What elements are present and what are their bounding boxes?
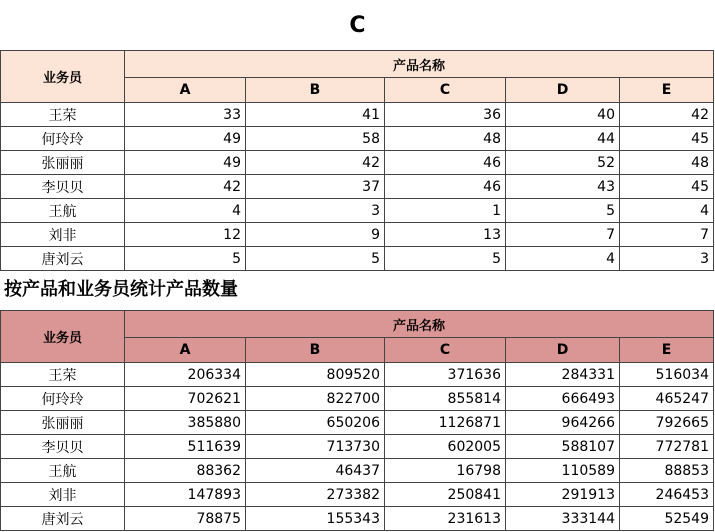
value-cell: 3	[620, 247, 714, 271]
column-header: B	[246, 338, 385, 363]
value-cell: 45	[620, 127, 714, 151]
table-row	[1, 151, 714, 175]
group-header: 产品名称	[125, 311, 714, 338]
table-row	[1, 175, 714, 199]
value-cell: 231613	[385, 507, 506, 531]
value-cell: 713730	[246, 435, 385, 459]
table-row	[1, 363, 714, 387]
table-row	[1, 459, 714, 483]
value-cell: 246453	[620, 483, 714, 507]
value-cell: 333144	[506, 507, 620, 531]
column-header: D	[506, 338, 620, 363]
value-cell: 46	[385, 151, 506, 175]
value-cell: 792665	[620, 411, 714, 435]
value-cell: 5	[506, 199, 620, 223]
value-cell: 7	[506, 223, 620, 247]
value-cell: 45	[620, 175, 714, 199]
table-row	[1, 387, 714, 411]
table-row	[1, 483, 714, 507]
salesperson-name: 李贝贝	[1, 435, 125, 459]
value-cell: 48	[620, 151, 714, 175]
salesperson-name: 唐刘云	[1, 507, 125, 531]
value-cell: 78875	[125, 507, 246, 531]
value-cell: 206334	[125, 363, 246, 387]
value-cell: 33	[125, 103, 246, 127]
column-header: E	[620, 78, 714, 103]
value-cell: 41	[246, 103, 385, 127]
quantity-table	[0, 310, 714, 531]
value-cell: 52549	[620, 507, 714, 531]
value-cell: 42	[246, 151, 385, 175]
value-cell: 37	[246, 175, 385, 199]
column-header: E	[620, 338, 714, 363]
salesperson-name: 王荣	[1, 363, 125, 387]
value-cell: 588107	[506, 435, 620, 459]
value-cell: 46437	[246, 459, 385, 483]
value-cell: 49	[125, 151, 246, 175]
table-row	[1, 411, 714, 435]
table-row	[1, 127, 714, 151]
value-cell: 110589	[506, 459, 620, 483]
value-cell: 13	[385, 223, 506, 247]
value-cell: 516034	[620, 363, 714, 387]
value-cell: 822700	[246, 387, 385, 411]
row-header: 业务员	[1, 51, 125, 103]
column-header: C	[385, 78, 506, 103]
value-cell: 666493	[506, 387, 620, 411]
value-cell: 36	[385, 103, 506, 127]
value-cell: 855814	[385, 387, 506, 411]
salesperson-name: 李贝贝	[1, 175, 125, 199]
salesperson-name: 刘非	[1, 223, 125, 247]
value-cell: 5	[385, 247, 506, 271]
value-cell: 284331	[506, 363, 620, 387]
value-cell: 4	[620, 199, 714, 223]
value-cell: 42	[620, 103, 714, 127]
value-cell: 52	[506, 151, 620, 175]
value-cell: 1	[385, 199, 506, 223]
table-row	[1, 199, 714, 223]
value-cell: 772781	[620, 435, 714, 459]
salesperson-name: 张丽丽	[1, 151, 125, 175]
value-cell: 809520	[246, 363, 385, 387]
column-header: A	[125, 78, 246, 103]
table-row	[1, 247, 714, 271]
column-header: C	[385, 338, 506, 363]
table-row	[1, 507, 714, 531]
row-header: 业务员	[1, 311, 125, 363]
value-cell: 88362	[125, 459, 246, 483]
value-cell: 511639	[125, 435, 246, 459]
salesperson-name: 何玲玲	[1, 127, 125, 151]
value-cell: 40	[506, 103, 620, 127]
value-cell: 371636	[385, 363, 506, 387]
value-cell: 650206	[246, 411, 385, 435]
value-cell: 9	[246, 223, 385, 247]
salesperson-name: 何玲玲	[1, 387, 125, 411]
column-header: A	[125, 338, 246, 363]
value-cell: 155343	[246, 507, 385, 531]
value-cell: 7	[620, 223, 714, 247]
summary-table-c	[0, 50, 714, 271]
salesperson-name: 王荣	[1, 103, 125, 127]
value-cell: 702621	[125, 387, 246, 411]
table-body	[1, 363, 714, 531]
table-row	[1, 435, 714, 459]
value-cell: 5	[125, 247, 246, 271]
column-header: D	[506, 78, 620, 103]
value-cell: 49	[125, 127, 246, 151]
value-cell: 273382	[246, 483, 385, 507]
salesperson-name: 刘非	[1, 483, 125, 507]
value-cell: 465247	[620, 387, 714, 411]
table-body	[1, 103, 714, 271]
value-cell: 4	[506, 247, 620, 271]
value-cell: 46	[385, 175, 506, 199]
value-cell: 48	[385, 127, 506, 151]
value-cell: 385880	[125, 411, 246, 435]
value-cell: 602005	[385, 435, 506, 459]
value-cell: 43	[506, 175, 620, 199]
salesperson-name: 王航	[1, 199, 125, 223]
value-cell: 12	[125, 223, 246, 247]
group-header: 产品名称	[125, 51, 714, 78]
value-cell: 88853	[620, 459, 714, 483]
value-cell: 1126871	[385, 411, 506, 435]
value-cell: 44	[506, 127, 620, 151]
value-cell: 291913	[506, 483, 620, 507]
salesperson-name: 王航	[1, 459, 125, 483]
value-cell: 964266	[506, 411, 620, 435]
section-title: 按产品和业务员统计产品数量	[4, 279, 238, 300]
value-cell: 16798	[385, 459, 506, 483]
table-row	[1, 223, 714, 247]
column-header: B	[246, 78, 385, 103]
salesperson-name: 张丽丽	[1, 411, 125, 435]
value-cell: 58	[246, 127, 385, 151]
value-cell: 147893	[125, 483, 246, 507]
salesperson-name: 唐刘云	[1, 247, 125, 271]
page-title: C	[349, 13, 366, 38]
value-cell: 3	[246, 199, 385, 223]
value-cell: 42	[125, 175, 246, 199]
value-cell: 4	[125, 199, 246, 223]
value-cell: 250841	[385, 483, 506, 507]
table-row	[1, 103, 714, 127]
value-cell: 5	[246, 247, 385, 271]
